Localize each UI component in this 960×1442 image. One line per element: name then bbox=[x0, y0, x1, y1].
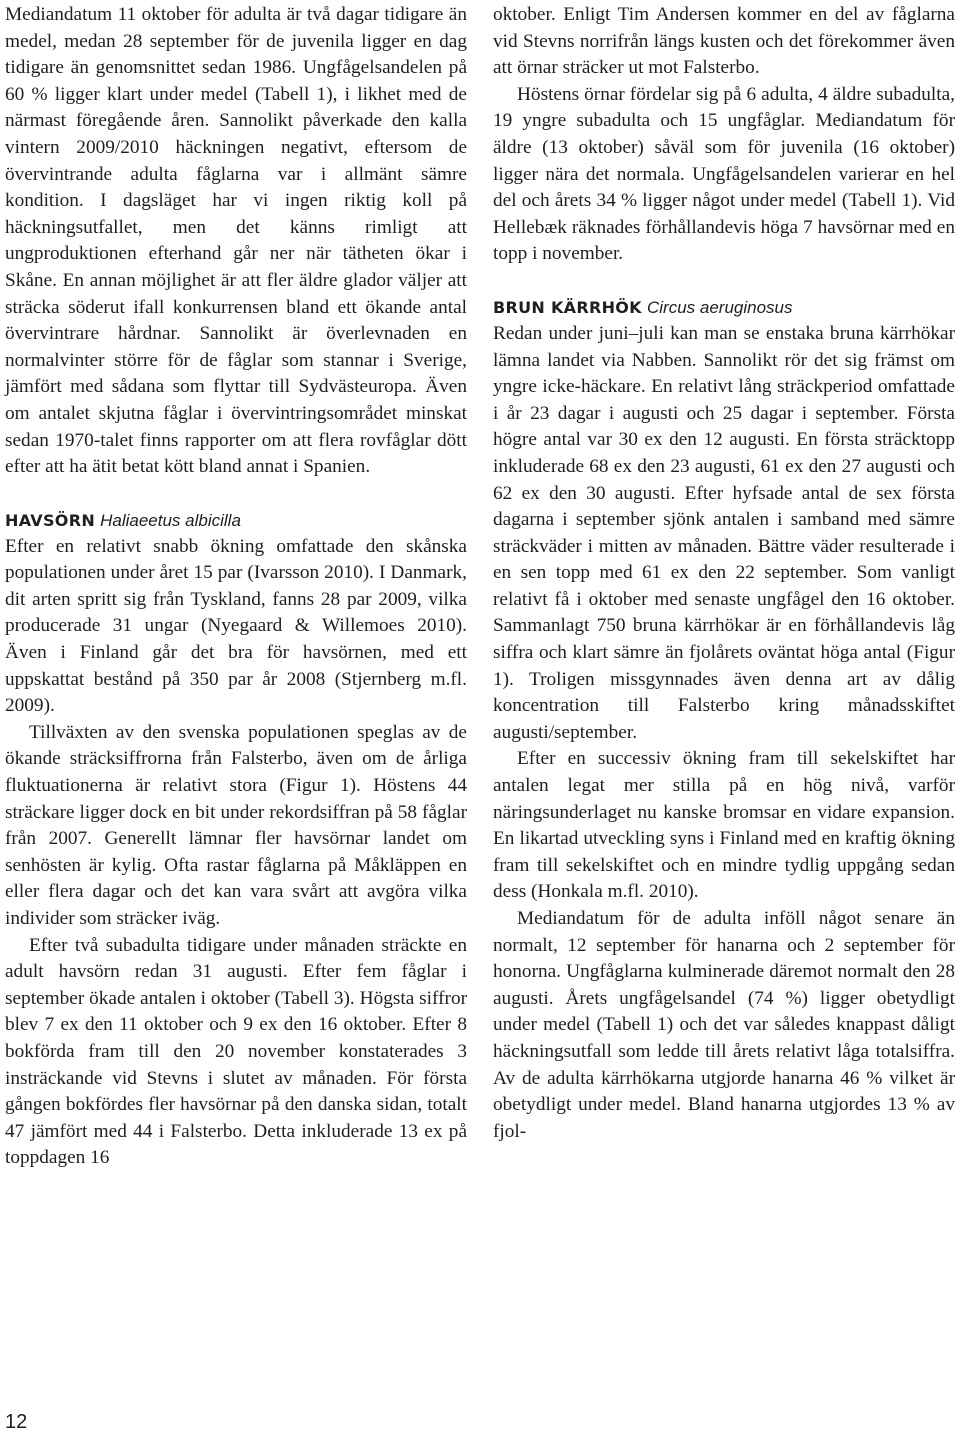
species-common-name: BRUN KÄRRHÖK bbox=[493, 297, 642, 317]
species-heading-havsorn bbox=[5, 507, 467, 534]
continuation-paragraph: oktober. Enligt Tim Andersen kommer en del av fåglarna vid Stevns norrifrån längs kusten och det förekommer även att örnar sträcker ut mot Falsterbo. bbox=[493, 4, 955, 79]
body-paragraph: Redan under juni–juli kan man se enstaka bruna kärrhökar lämna landet via Nabben. Sannolikt rör det sig främst om yngre icke-häckare. En relativt lång sträckperiod omfattade i år 23 dagar i augusti och 25 dagar i september. Första högre antal var 30 ex den 12 augusti. En första sträcktopp inkluderade 68 ex den 23 augusti, 61 ex den 27 augusti och 62 ex den 30 augusti. Efter hyfsade antal de sex första dagarna i september sjönk antalen i samband med sämre sträckväder i mitten av månaden. Bättre väder resulterade i en sen topp med 61 ex den 22 september. Som vanligt relativt få i oktober med senaste ungfågel den 16 oktober. Sammanlagt 750 bruna kärrhökar är en förhållandevis låg siffra och klart sämre än fjolårets oväntat höga antal (Figur 1). Troligen missgynnades även denna art av dålig koncentration till Falsterbo kring månadsskiftet augusti/september. bbox=[493, 322, 955, 743]
body-paragraph: Mediandatum för de adulta inföll något senare än normalt, 12 september för hanarna och 2 september för honorna. Ungfåglarna kulminerade däremot normalt den 28 augusti. Årets ungfågelsandel (74 %) ligger obetydligt under medel (Tabell 1) och det var således knappast dåligt häckningsutfall som ledde till årets relativt låga totalsiffra. Av de adulta kärrhökarna utgjorde hanarna 46 % vilket är obetydligt under medel. Bland hanarna utgjordes 13 % av fjol- bbox=[493, 908, 955, 1142]
body-paragraph: Höstens örnar fördelar sig på 6 adulta, 4 äldre subadulta, 19 yngre subadulta och 15 ungfåglar. Mediandatum för äldre (13 oktober) såväl som för juvenila (16 oktober) ligger nära det normala. Ungfågelsandelen varierar en hel del och årets 34 % ligger något under medel (Tabell 1). Vid Hellebæk räknades förhållandevis höga 7 havsörnar med en topp i november. bbox=[493, 83, 955, 265]
right-column bbox=[493, 2, 955, 1145]
body-paragraph: Tillväxten av den svenska populationen speglas av de ökande sträcksiffrorna från Falsterbo, även om de årliga fluktuationerna är relativt stora (Figur 1). Höstens 44 sträckare ligger dock en bit under rekordsiffran på 58 fåglar från 2007. Generellt lämnar fler havsörnar landet om senhösten är kylig. Ofta rastar fåglarna på Måkläppen en eller flera dagar och det kan vara svårt att avgöra vilka individer som sträcker iväg. bbox=[5, 721, 467, 929]
species-common-name: HAVSÖRN bbox=[5, 510, 96, 530]
species-latin-name: Haliaeetus albicilla bbox=[100, 510, 241, 530]
body-paragraph: Efter en successiv ökning fram till sekelskiftet har antalen legat mer stilla på en hög nivå, varför näringsunderlaget nu kanske bromsar en vidare expansion. En likartad utveckling syns i Finland med en kraftig ökning fram till sekelskiftet och en mindre tydlig uppgång sedan dess (Honkala m.fl. 2010). bbox=[493, 748, 955, 903]
left-column bbox=[5, 2, 467, 1172]
body-paragraph: Efter två subadulta tidigare under månaden sträckte en adult havsörn redan 31 augusti. Efter fem fåglar i september ökade antalen i oktober (Tabell 3). Högsta siffror blev 7 ex den 11 oktober och 9 ex den 16 oktober. Efter 8 bokförda fram till den 20 november konstaterades 3 insträckande vid Stevns i slutet av månaden. För första gången bokfördes fler havsörnar på den danska sidan, totalt 47 jämfört med 44 i Falsterbo. Detta inkluderade 13 ex på toppdagen 16 bbox=[5, 934, 467, 1169]
page-number: 12 bbox=[5, 1411, 28, 1433]
intro-paragraph: Mediandatum 11 oktober för adulta är två dagar tidigare än medel, medan 28 september för de juvenila ligger en dag tidigare än genomsnittet sedan 1986. Ungfågelsandelen på 60 % ligger klart under medel (Tabell 1), i likhet med de närmast föregående åren. Sannolikt påverkade den kalla vintern 2009/2010 häckningen negativt, eftersom de övervintrande adulta fåglarna var i allmänt sämre kondition. I dagsläget har vi ingen riktig koll på häckningsutfallet, men det känns rimligt att ungproduktionen efterhand går ner när tätheten ökar i Skåne. En annan möjlighet är att fler äldre glador väljer att sträcka söderut ifall konkurrensen bland ett ökande antal övervintrare hårdnar. Sannolikt är överlevnaden en normalvinter större för de fåglar som stannar i Sverige, jämfört med sådana som flyttar till Sydvästeuropa. Även om antalet skjutna fåglar i övervintringsområdet minskat sedan 1970-talet finns rapporter om att flera rovfåglar dött efter att ha ätit betat kött bland annat i Spanien. bbox=[5, 4, 467, 478]
body-paragraph: Efter en relativt snabb ökning omfattade den skånska populationen under året 15 par (Ivarsson 2010). I Danmark, dit arten spritt sig från Tyskland, fanns 28 par 2009, vilka producerade 31 ungar (Nyegaard & Willemoes 2010). Även i Finland går det bra för havsörnen, med ett uppskattat bestånd på 350 par år 2008 (Stjernberg m.fl. 2009). bbox=[5, 535, 467, 717]
species-heading-brun-karrhok bbox=[493, 294, 955, 321]
species-latin-name: Circus aeruginosus bbox=[646, 297, 793, 317]
